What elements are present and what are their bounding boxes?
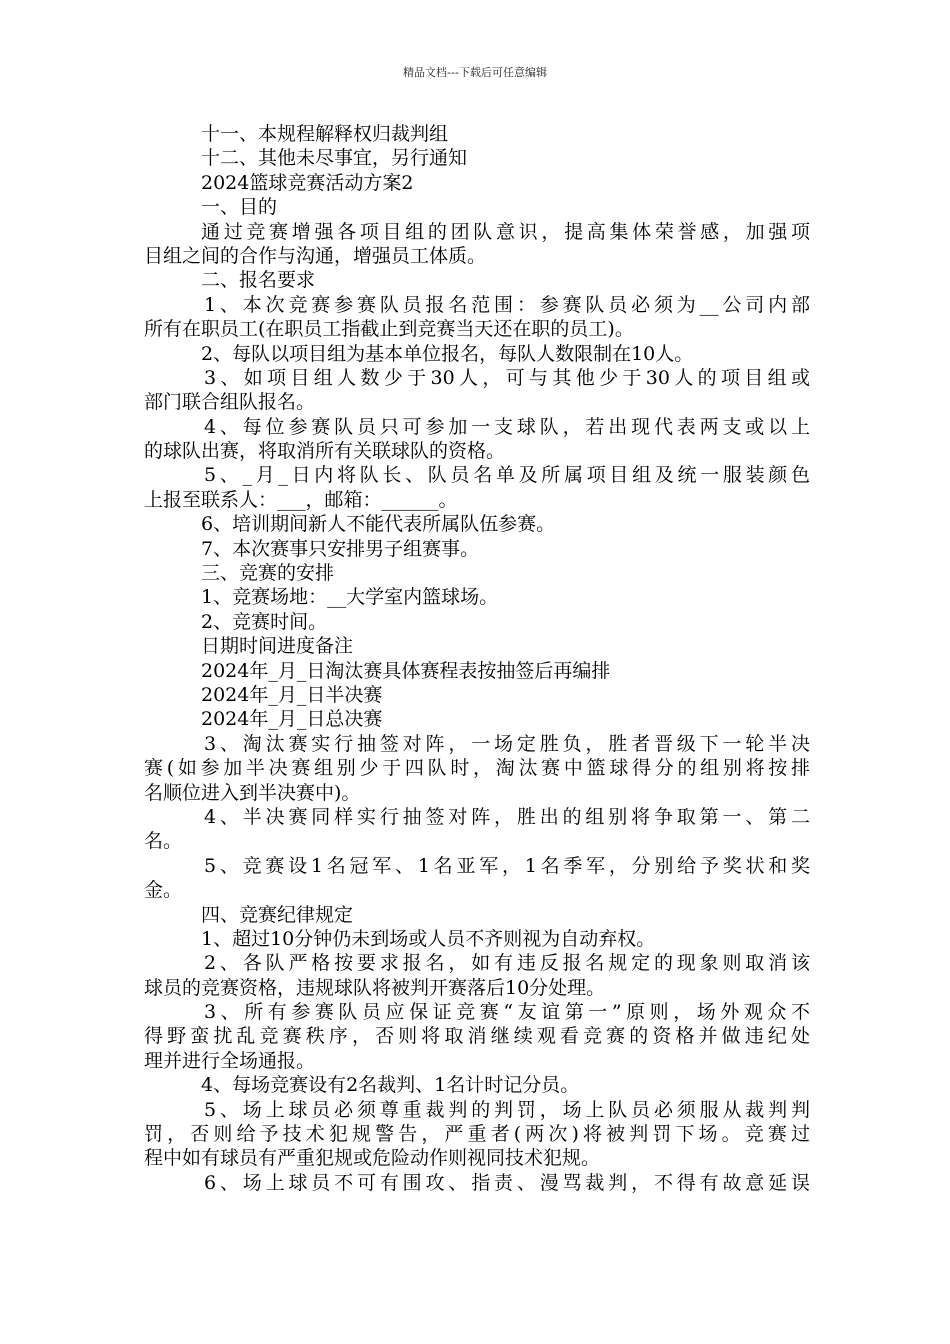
text-line: 理并进行全场通报。: [144, 1049, 316, 1072]
text-line: 1、竞赛场地：__大学室内篮球场。: [201, 586, 499, 609]
page-header: 精品文档---下载后可任意编辑: [403, 66, 547, 79]
text-line: 2、竞赛时间。: [201, 610, 328, 633]
text-line: 三、竞赛的安排: [201, 562, 335, 585]
text-line: 3、淘汰赛实行抽签对阵，一场定胜负，胜者晋级下一轮半决: [204, 732, 810, 755]
text-line: 日期时间进度备注: [201, 635, 354, 658]
text-line: 2024年_月_日半决赛: [201, 683, 383, 706]
document-body: [144, 122, 810, 1195]
text-line: 2、每队以项目组为基本单位报名，每队人数限制在10人。: [201, 342, 694, 365]
text-line: 所有在职员工(在职员工指截止到竞赛当天还在职的员工)。: [144, 318, 634, 341]
text-line: 四、竞赛纪律规定: [201, 903, 354, 926]
text-line: 4、每场竞赛设有2名裁判、1名计时记分员。: [201, 1074, 580, 1097]
text-line: 名顺位进入到半决赛中)。: [144, 781, 361, 804]
text-line: 2024年_月_日总决赛: [201, 708, 383, 731]
text-line: 十二、其他未尽事宜，另行通知: [201, 147, 468, 170]
text-line: 1、超过10分钟仍未到场或人员不齐则视为自动弃权。: [201, 927, 656, 950]
text-line: 的球队出赛，将取消所有关联球队的资格。: [144, 440, 506, 463]
text-line: 2、各队严格按要求报名，如有违反报名规定的现象则取消该: [204, 952, 810, 975]
text-line: 赛(如参加半决赛组别少于四队时，淘汰赛中篮球得分的组别将按排: [144, 757, 810, 780]
text-line: 6、场上球员不可有围攻、指责、漫骂裁判，不得有故意延误: [204, 1171, 810, 1194]
text-line: 2024年_月_日淘汰赛具体赛程表按抽签后再编排: [201, 659, 611, 682]
text-line: 3、如项目组人数少于30人，可与其他少于30人的项目组或: [204, 366, 810, 389]
text-line: 5、场上球员必须尊重裁判的判罚，场上队员必须服从裁判判: [204, 1098, 810, 1121]
text-line: 1、本次竞赛参赛队员报名范围：参赛队员必须为__公司内部: [204, 293, 810, 316]
text-line: 上报至联系人：___，邮箱：______。: [144, 488, 458, 511]
text-line: 程中如有球员有严重犯规或危险动作则视同技术犯规。: [144, 1147, 601, 1170]
text-line: 3、所有参赛队员应保证竞赛“友谊第一”原则，场外观众不: [204, 1001, 810, 1024]
text-line: 名。: [144, 830, 183, 853]
text-line: 球员的竞赛资格，违规球队将被判开赛落后10分处理。: [144, 976, 606, 999]
text-line: 4、每位参赛队员只可参加一支球队，若出现代表两支或以上: [204, 415, 810, 438]
text-line: 6、培训期间新人不能代表所属队伍参赛。: [201, 513, 556, 536]
text-line: 4、半决赛同样实行抽签对阵，胜出的组别将争取第一、第二: [204, 805, 810, 828]
text-line: 二、报名要求: [201, 269, 316, 292]
text-line: 2024篮球竞赛活动方案2: [201, 171, 414, 194]
text-line: 7、本次赛事只安排男子组赛事。: [201, 537, 480, 560]
text-line: 5、_月_日内将队长、队员名单及所属项目组及统一服装颜色: [204, 464, 810, 487]
text-line: 罚，否则给予技术犯规警告，严重者(两次)将被判罚下场。竞赛过: [144, 1123, 810, 1146]
text-line: 5、竞赛设1名冠军、1名亚军，1名季军，分别给予奖状和奖: [204, 854, 810, 877]
text-line: 一、目的: [201, 196, 278, 219]
text-line: 部门联合组队报名。: [144, 391, 316, 414]
text-line: 十一、本规程解释权归裁判组: [201, 123, 449, 145]
text-line: 得野蛮扰乱竞赛秩序，否则将取消继续观看竞赛的资格并做违纪处: [144, 1025, 810, 1048]
text-line: 通过竞赛增强各项目组的团队意识，提高集体荣誉感，加强项: [201, 220, 810, 243]
text-line: 目组之间的合作与沟通，增强员工体质。: [144, 244, 487, 267]
text-line: 金。: [144, 879, 183, 902]
